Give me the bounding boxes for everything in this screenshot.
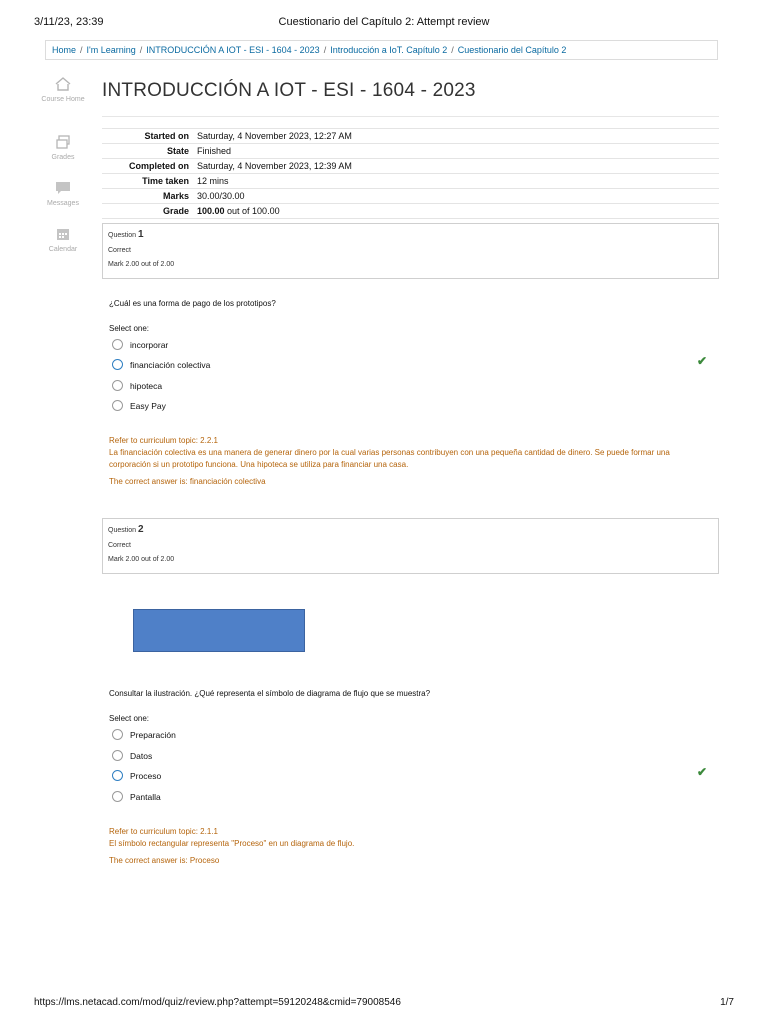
question-label: Question <box>108 527 137 534</box>
sidebar-item-label: Course Home <box>41 96 85 103</box>
correct-answer: The correct answer is: financiación colectiva <box>109 477 266 486</box>
radio-button[interactable] <box>112 380 123 391</box>
divider <box>102 116 719 117</box>
page-number: 1/7 <box>720 997 734 1008</box>
question-feedback <box>109 826 709 867</box>
radio-button[interactable] <box>112 339 123 350</box>
option-label: hipoteca <box>130 381 163 391</box>
flowchart-process-symbol <box>133 609 305 652</box>
summary-value: 30.00/30.00 <box>193 189 719 204</box>
summary-key: Started on <box>102 129 193 144</box>
correct-check-icon: ✔ <box>697 354 708 368</box>
question-text: ¿Cuál es una forma de pago de los prototipos? <box>109 299 276 308</box>
breadcrumb-separator: / <box>80 45 83 55</box>
feedback-text: La financiación colectiva es una manera de generar dinero por la cual varias personas contribuyen con una pequeña cantidad de dinero. Se puede formar una corporación si un prototipo funciona. Una hipoteca se utiliza para financiar una casa. <box>109 448 670 469</box>
radio-button[interactable] <box>112 791 123 802</box>
summary-value: Saturday, 4 November 2023, 12:39 AM <box>193 159 719 174</box>
question-number-value: 2 <box>137 524 144 535</box>
select-one-label: Select one: <box>109 714 150 723</box>
summary-key: Grade <box>102 204 193 219</box>
option-label: Pantalla <box>130 792 161 802</box>
print-date: 3/11/23, 23:39 <box>34 16 104 28</box>
breadcrumb-course[interactable]: INTRODUCCIÓN A IOT - ESI - 1604 - 2023 <box>146 45 320 55</box>
print-url: https://lms.netacad.com/mod/quiz/review.php?attempt=59120248&cmid=79008546 <box>34 997 401 1008</box>
print-header <box>34 16 734 30</box>
sidebar-item-messages[interactable] <box>38 180 88 208</box>
breadcrumb-quiz[interactable]: Cuestionario del Capítulo 2 <box>457 45 567 55</box>
question-number <box>108 229 713 240</box>
radio-button-selected[interactable] <box>112 359 123 370</box>
table-row <box>102 159 719 174</box>
option-label: Preparación <box>130 730 176 740</box>
grade-value: 100.00 <box>197 206 225 216</box>
sidebar-item-calendar[interactable] <box>38 226 88 254</box>
option-label: Proceso <box>130 771 162 781</box>
correct-answer: The correct answer is: Proceso <box>109 856 220 865</box>
question-number <box>108 524 713 535</box>
question-mark: Mark 2.00 out of 2.00 <box>108 261 175 268</box>
summary-value <box>193 204 719 219</box>
table-row <box>102 144 719 159</box>
summary-key: State <box>102 144 193 159</box>
feedback-topic: Refer to curriculum topic: 2.2.1 <box>109 436 218 445</box>
select-one-label: Select one: <box>109 324 150 333</box>
page-title: INTRODUCCIÓN A IOT - ESI - 1604 - 2023 <box>102 80 476 101</box>
question-label: Question <box>108 232 137 239</box>
radio-button[interactable] <box>112 400 123 411</box>
print-footer <box>34 997 734 1008</box>
sidebar-item-course-home[interactable] <box>38 76 88 104</box>
question-mark: Mark 2.00 out of 2.00 <box>108 556 175 563</box>
radio-button[interactable] <box>112 750 123 761</box>
option-label: incorporar <box>130 340 169 350</box>
summary-value: Saturday, 4 November 2023, 12:27 AM <box>193 129 719 144</box>
question-feedback <box>109 435 709 488</box>
radio-button-selected[interactable] <box>112 770 123 781</box>
breadcrumb-separator: / <box>139 45 143 55</box>
question-status: Correct <box>108 542 131 549</box>
breadcrumb-im-learning[interactable]: I'm Learning <box>86 45 136 55</box>
sidebar-item-grades[interactable] <box>38 134 88 162</box>
print-title: Cuestionario del Capítulo 2: Attempt review <box>278 16 490 28</box>
summary-key: Marks <box>102 189 193 204</box>
grade-total: out of 100.00 <box>224 206 280 216</box>
attempt-summary-table <box>102 128 719 219</box>
option-label: Datos <box>130 751 153 761</box>
summary-value: 12 mins <box>193 174 719 189</box>
summary-key: Completed on <box>102 159 193 174</box>
question-info-1 <box>102 223 719 279</box>
question-text: Consultar la ilustración. ¿Qué representa el símbolo de diagrama de flujo que se muestra? <box>109 689 431 698</box>
sidebar-item-label: Grades <box>51 154 75 161</box>
grades-icon <box>55 134 71 150</box>
question-number-value: 1 <box>137 229 144 240</box>
option-label: financiación colectiva <box>130 360 211 370</box>
question-info-2 <box>102 518 719 574</box>
question-status: Correct <box>108 247 131 254</box>
breadcrumb <box>45 40 718 60</box>
sidebar-item-label: Messages <box>47 200 79 207</box>
breadcrumb-separator: / <box>323 45 327 55</box>
table-row <box>102 174 719 189</box>
table-row <box>102 129 719 144</box>
messages-icon <box>54 180 72 196</box>
option-label: Easy Pay <box>130 401 166 411</box>
table-row <box>102 204 719 219</box>
table-row <box>102 189 719 204</box>
calendar-icon <box>55 226 71 242</box>
feedback-topic: Refer to curriculum topic: 2.1.1 <box>109 827 218 836</box>
feedback-text: El símbolo rectangular representa "Proceso" en un diagrama de flujo. <box>109 839 355 848</box>
summary-key: Time taken <box>102 174 193 189</box>
breadcrumb-separator: / <box>451 45 454 55</box>
sidebar-item-label: Calendar <box>48 246 78 253</box>
summary-value: Finished <box>193 144 719 159</box>
radio-button[interactable] <box>112 729 123 740</box>
correct-check-icon: ✔ <box>697 765 708 779</box>
home-icon <box>54 76 72 92</box>
breadcrumb-home[interactable]: Home <box>52 45 77 55</box>
breadcrumb-chapter[interactable]: Introducción a IoT. Capítulo 2 <box>330 45 448 55</box>
